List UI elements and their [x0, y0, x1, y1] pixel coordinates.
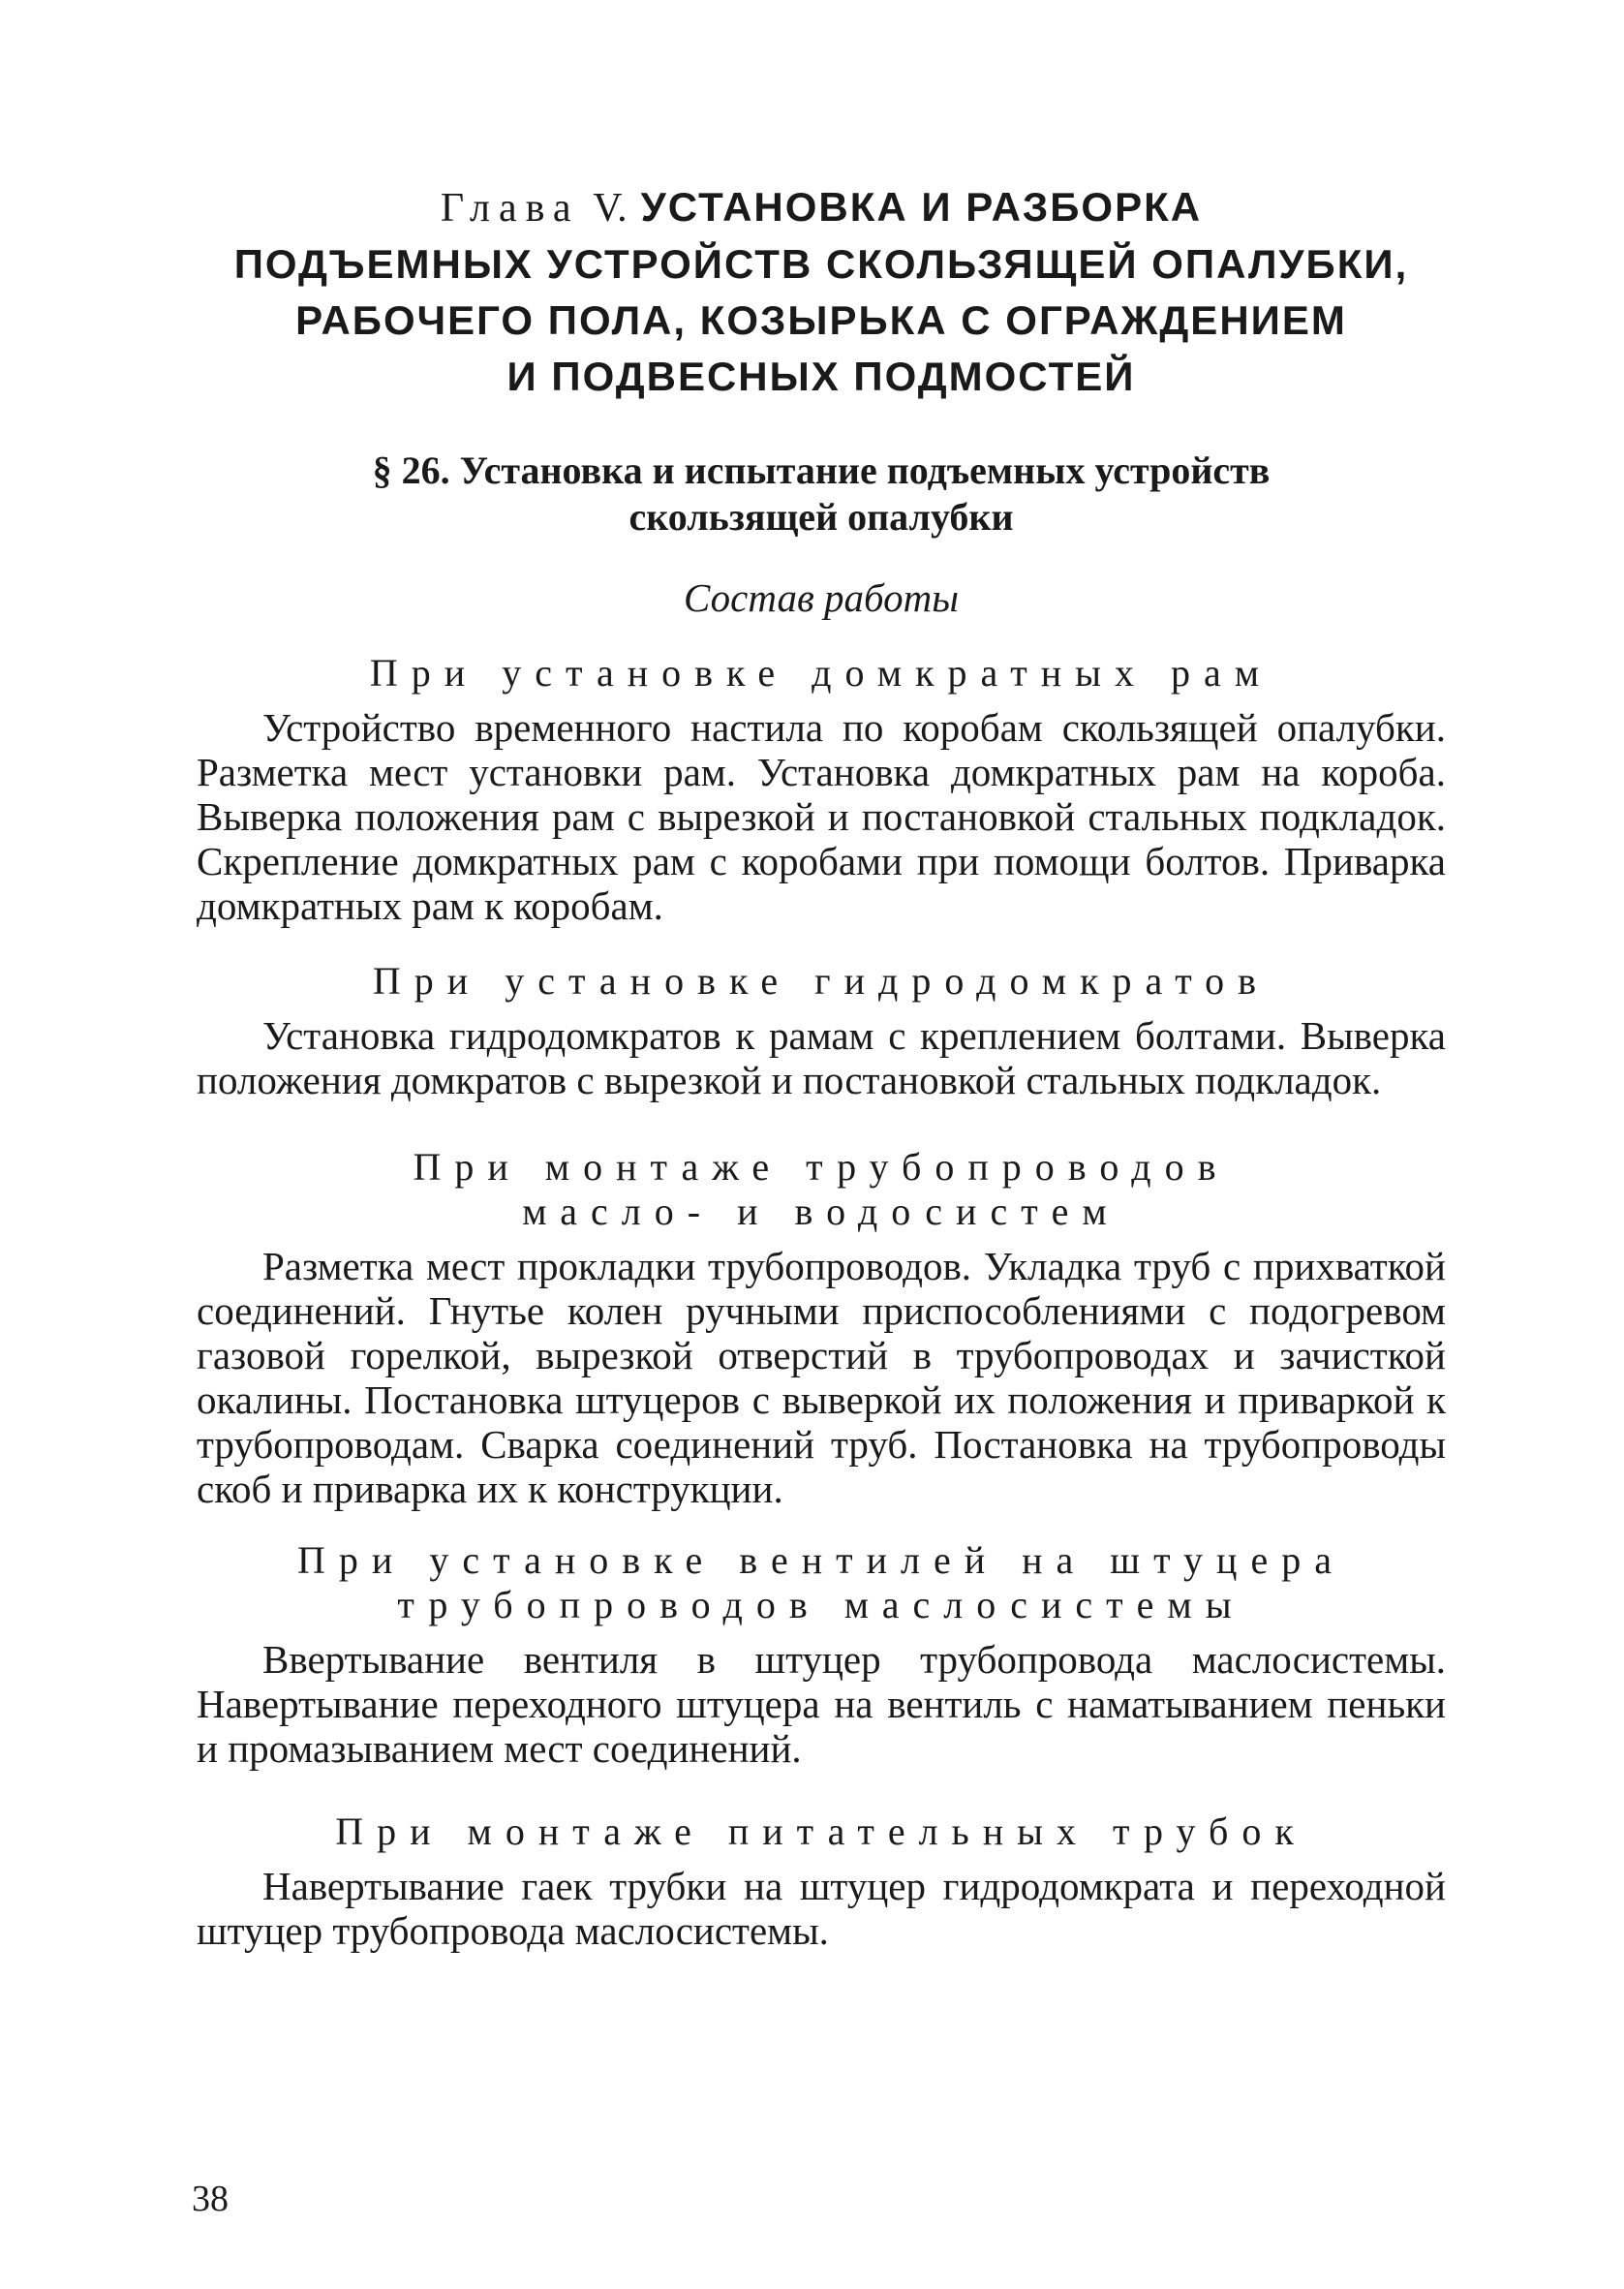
paragraph-jack-frames: Устройство временного настила по коробам скользящей опалубки. Разметка мест установки рам. Установка домкратных рам на короба. Выверка положения рам с вырезкой и постановкой стальных подкладок. Скрепление домкратных рам с коробами при помощи болтов. Приварка домкратных рам к коробам. — [197, 705, 1446, 928]
chapter-label: Глава — [440, 186, 580, 231]
page-number: 38 — [192, 2179, 229, 2219]
section-title-line-1: § 26. Установка и испытание подъемных устройств — [372, 449, 1271, 492]
section-title-line-2: скользящей опалубки — [628, 495, 1014, 539]
chapter-title-line-2: ПОДЪЕМНЫХ УСТРОЙСТВ СКОЛЬЗЯЩЕЙ ОПАЛУБКИ, — [233, 241, 1409, 287]
subheading-pipelines-line-2: масло- и водосистем — [522, 1190, 1120, 1233]
paragraph-feed-tubes: Навертывание гаек трубки на штуцер гидродомкрата и переходной штуцер трубопровода маслосистемы. — [197, 1864, 1446, 1953]
subheading-valves — [197, 1538, 1446, 1627]
page-content — [197, 179, 1446, 1953]
chapter-title-line-4: И ПОДВЕСНЫХ ПОДМОСТЕЙ — [506, 354, 1136, 399]
section-title — [197, 448, 1446, 541]
subheading-pipelines-line-1: При монтаже трубопроводов — [413, 1145, 1230, 1189]
subheading-hydraulic-jacks: При установке гидродомкратов — [372, 959, 1271, 1003]
chapter-title — [197, 179, 1446, 405]
chapter-title-text: УСТАНОВКА И РАЗБОРКА — [640, 184, 1203, 230]
paragraph-pipelines: Разметка мест прокладки трубопроводов. Укладка труб с прихваткой соединений. Гнутье колен ручными приспособлениями с подогревом газовой горелкой, вырезкой отверстий в трубопроводах и зачисткой окалины. Постановка штуцеров с выверкой их положения и приваркой к трубопроводам. Сварка соединений труб. Постановка на трубопроводы скоб и приварка их к конструкции. — [197, 1244, 1446, 1511]
subheading-pipelines — [197, 1145, 1446, 1234]
work-composition-subtitle: Состав работы — [684, 575, 959, 620]
subheading-valves-line-1: При установке вентилей на штуцера — [297, 1538, 1345, 1582]
paragraph-hydraulic-jacks: Установка гидродомкратов к рамам с креплением болтами. Выверка положения домкратов с вырезкой и постановкой стальных подкладок. — [197, 1013, 1446, 1102]
chapter-number: V. — [593, 186, 628, 231]
chapter-title-line-3: РАБОЧЕГО ПОЛА, КОЗЫРЬКА С ОГРАЖДЕНИЕМ — [295, 297, 1347, 343]
chapter-title-line-1 — [197, 179, 1446, 236]
subheading-valves-line-2: трубопроводов маслосистемы — [397, 1583, 1245, 1626]
subheading-jack-frames: При установке домкратных рам — [369, 651, 1273, 695]
paragraph-valves: Ввертывание вентиля в штуцер трубопровода маслосистемы. Навертывание переходного штуцера на вентиль с наматыванием пеньки и промазыванием мест соединений. — [197, 1637, 1446, 1771]
subheading-feed-tubes: При монтаже питательных трубок — [335, 1810, 1307, 1853]
